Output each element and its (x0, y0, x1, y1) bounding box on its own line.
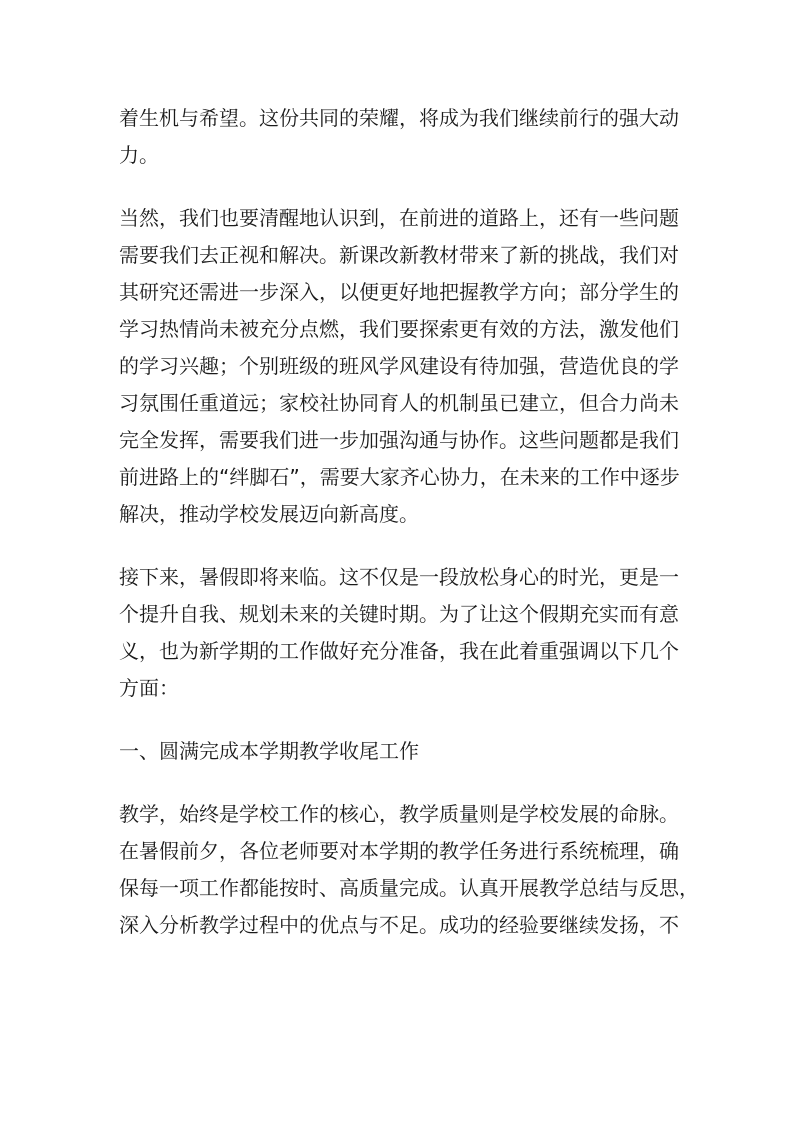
text-line: 义，也为新学期的工作做好充分准备，我在此着重强调以下几个 (119, 639, 679, 663)
section-heading-text: 一、圆满完成本学期教学收尾工作 (119, 739, 419, 763)
paragraph-problems (119, 200, 680, 533)
text-line: 个提升自我、规划未来的关键时期。为了让这个假期充实而有意 (119, 602, 679, 626)
paragraph-teaching (119, 796, 699, 944)
text-line: 学习热情尚未被充分点燃，我们要探索更有效的方法，激发他们 (119, 317, 679, 341)
text-line: 保每一项工作都能按时、高质量完成。认真开展教学总结与反思， (119, 876, 699, 900)
paragraph-honor (119, 100, 679, 174)
text-line: 方面： (119, 676, 179, 700)
text-line: 力。 (119, 143, 159, 167)
section-heading (119, 733, 675, 770)
text-line: 其研究还需进一步深入，以便更好地把握教学方向；部分学生的 (119, 280, 679, 304)
text-line: 当然，我们也要清醒地认识到，在前进的道路上，还有一些问题 (119, 206, 679, 230)
text-line: 教学，始终是学校工作的核心，教学质量则是学校发展的命脉。 (119, 802, 679, 826)
document-body (119, 100, 699, 970)
text-line: 着生机与希望。这份共同的荣耀，将成为我们继续前行的强大动 (119, 106, 679, 130)
text-line: 完全发挥，需要我们进一步加强沟通与协作。这些问题都是我们 (119, 428, 679, 452)
text-line: 在暑假前夕，各位老师要对本学期的教学任务进行系统梳理，确 (119, 839, 679, 863)
text-line: 需要我们去正视和解决。新课改新教材带来了新的挑战，我们对 (119, 243, 679, 267)
text-line: 前进路上的“绊脚石”，需要大家齐心协力，在未来的工作中逐步 (119, 465, 680, 489)
text-line: 深入分析教学过程中的优点与不足。成功的经验要继续发扬，不 (119, 913, 679, 937)
text-line: 习氛围任重道远；家校社协同育人的机制虽已建立，但合力尚未 (119, 391, 679, 415)
text-line: 的学习兴趣；个别班级的班风学风建设有待加强，营造优良的学 (119, 354, 679, 378)
text-line: 解决，推动学校发展迈向新高度。 (119, 502, 419, 526)
paragraph-summer-intro (119, 559, 679, 707)
text-line: 接下来，暑假即将来临。这不仅是一段放松身心的时光，更是一 (119, 565, 679, 589)
